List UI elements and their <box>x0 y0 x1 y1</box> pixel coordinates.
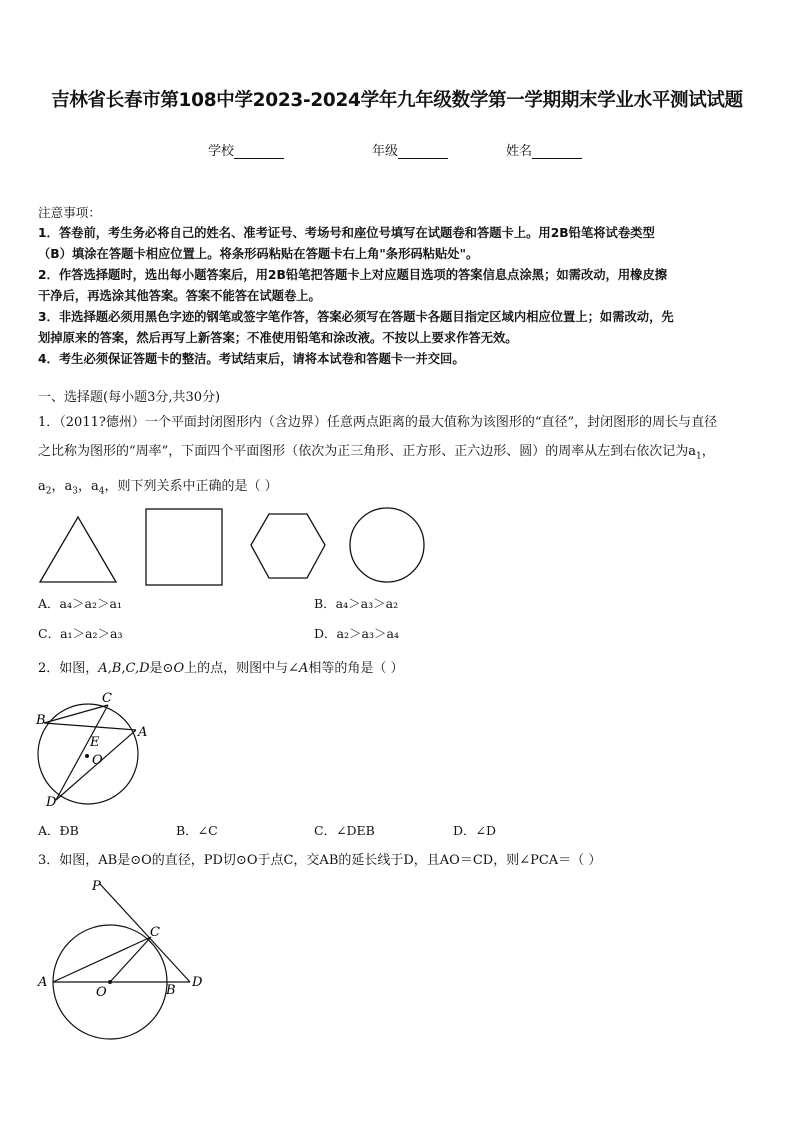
name-label: 姓名 <box>506 144 533 159</box>
note-line: （B）填涂在答题卡相应位置上。将条形码粘贴在答题卡右上角"条形码粘贴处"。 <box>38 247 479 261</box>
q1-option-c[interactable]: C．a₁＞a₂＞a₃ <box>38 626 123 641</box>
q2-circle-figure <box>30 690 190 810</box>
q1-option-a[interactable]: A．a₄＞a₂＞a₁ <box>38 596 122 611</box>
name-blank[interactable] <box>532 144 582 159</box>
q2-points: A,B,C,D <box>98 661 150 676</box>
label-o: O <box>92 753 103 768</box>
note-line: 2．作答选择题时，选出每小题答案后，用2B铅笔把答题卡上对应题目选项的答案信息点涂黑；如需改动，用橡皮擦 <box>38 268 668 282</box>
question-2 <box>38 654 760 683</box>
school-blank[interactable] <box>234 144 284 159</box>
square-shape <box>146 509 222 585</box>
q2-suffix: 上的点，则图中与∠ <box>184 661 300 676</box>
q1-option-b[interactable]: B．a₄＞a₃＞a₂ <box>314 596 399 611</box>
name-field[interactable] <box>506 140 582 159</box>
note-line: 3．非选择题必须用黑色字迹的钢笔或签字笔作答，答案必须写在答题卡各题目指定区域内相应位置上；如需改动，先 <box>38 310 674 324</box>
q2-circle: O <box>173 661 185 676</box>
note-line: 4．考生必须保证答题卡的整洁。考试结束后，请将本试卷和答题卡一并交回。 <box>38 352 465 366</box>
label-c: C <box>150 925 160 940</box>
notes-heading: 注意事项： <box>38 205 101 220</box>
line-oc <box>110 937 151 982</box>
q2-end: 相等的角是（ ） <box>308 661 404 676</box>
note-line: 1．答卷前，考生务必将自己的姓名、准考证号、考场号和座位号填写在试题卷和答题卡上。用2B铅笔将试卷类型 <box>38 226 655 240</box>
label-a: A <box>138 725 148 740</box>
q1-end: ，则下列关系中正确的是（ ） <box>104 478 278 494</box>
school-label: 学校 <box>208 144 235 159</box>
label-b: B <box>166 983 176 998</box>
circle-shape <box>350 508 424 582</box>
page-title: 吉林省长春市第108中学2023-2024学年九年级数学第一学期期末学业水平测试试题 <box>51 90 743 111</box>
q1-subscript: 1 <box>696 451 702 462</box>
label-c: C <box>102 691 112 706</box>
line-ba <box>44 723 136 730</box>
q1-option-d[interactable]: D．a₂＞a₃＞a₄ <box>314 626 399 641</box>
q1-line: 1．（2011?德州）一个平面封闭图形内（含边界）任意两点距离的最大值称为该图形的“直径”，封闭图形的周长与直径 <box>38 415 718 430</box>
label-d: D <box>192 975 203 990</box>
grade-label: 年级 <box>372 144 399 159</box>
hexagon-shape <box>251 514 325 578</box>
q2-prefix: 2．如图， <box>38 661 99 676</box>
q1-subscript: 3 <box>72 486 78 497</box>
grade-field[interactable] <box>372 140 448 159</box>
q2-option-d[interactable]: D．∠D <box>453 823 497 838</box>
triangle-shape <box>40 517 116 582</box>
label-o: O <box>96 985 107 1000</box>
q2-middle: 是⊙ <box>149 661 174 676</box>
q2-option-a[interactable]: A．ÐB <box>38 823 79 838</box>
section-heading: 一、选择题(每小题3分,共30分) <box>38 390 221 405</box>
label-p: P <box>92 879 101 894</box>
label-e: E <box>90 735 100 750</box>
q1-subscript: 2 <box>45 486 52 497</box>
label-b: B <box>36 713 46 728</box>
grade-blank[interactable] <box>398 144 448 159</box>
q2-option-c[interactable]: C．∠DEB <box>314 823 375 838</box>
label-a: A <box>38 975 48 990</box>
student-info-row <box>0 140 794 162</box>
label-d: D <box>46 795 57 810</box>
q1-line2-text: 之比称为图形的“周率”，下面四个平面图形（依次为正三角形、正方形、正六边形、圆）的周率从左到右依次记为a <box>38 444 697 459</box>
note-line: 干净后，再选涂其他答案。答案不能答在试题卷上。 <box>38 289 321 303</box>
q1-a2: a <box>38 478 46 494</box>
exam-notes <box>38 202 760 370</box>
q1-line: 之比称为图形的“周率”，下面四个平面图形（依次为正三角形、正方形、正六边形、圆）的周率从左到右依次记为$a_1$， <box>38 444 715 462</box>
q1-sep: ，a <box>78 478 99 494</box>
q3-circle-figure <box>30 876 230 1046</box>
line-bc <box>44 705 108 723</box>
q1-shapes-figure <box>0 503 794 593</box>
center-dot <box>85 754 89 758</box>
school-field[interactable] <box>208 140 284 159</box>
q1-subscript: 4 <box>98 486 105 497</box>
q2-angle: A <box>299 661 309 676</box>
q1-sep: ，a <box>51 478 73 494</box>
note-line: 划掉原来的答案，然后再写上新答案；不准使用铅笔和涂改液。不按以上要求作答无效。 <box>38 331 518 345</box>
center-dot <box>108 980 112 984</box>
q1-line <box>38 472 760 507</box>
question-3: 3．如图，AB是⊙O的直径，PD切⊙O于点C，交AB的延长线于D，且AO＝CD，则∠PCA＝（ ） <box>38 853 602 868</box>
q2-option-b[interactable]: B．∠C <box>176 823 218 838</box>
q2-circle-o <box>38 704 138 804</box>
tangent-pd <box>100 884 190 982</box>
question-1 <box>38 408 760 506</box>
